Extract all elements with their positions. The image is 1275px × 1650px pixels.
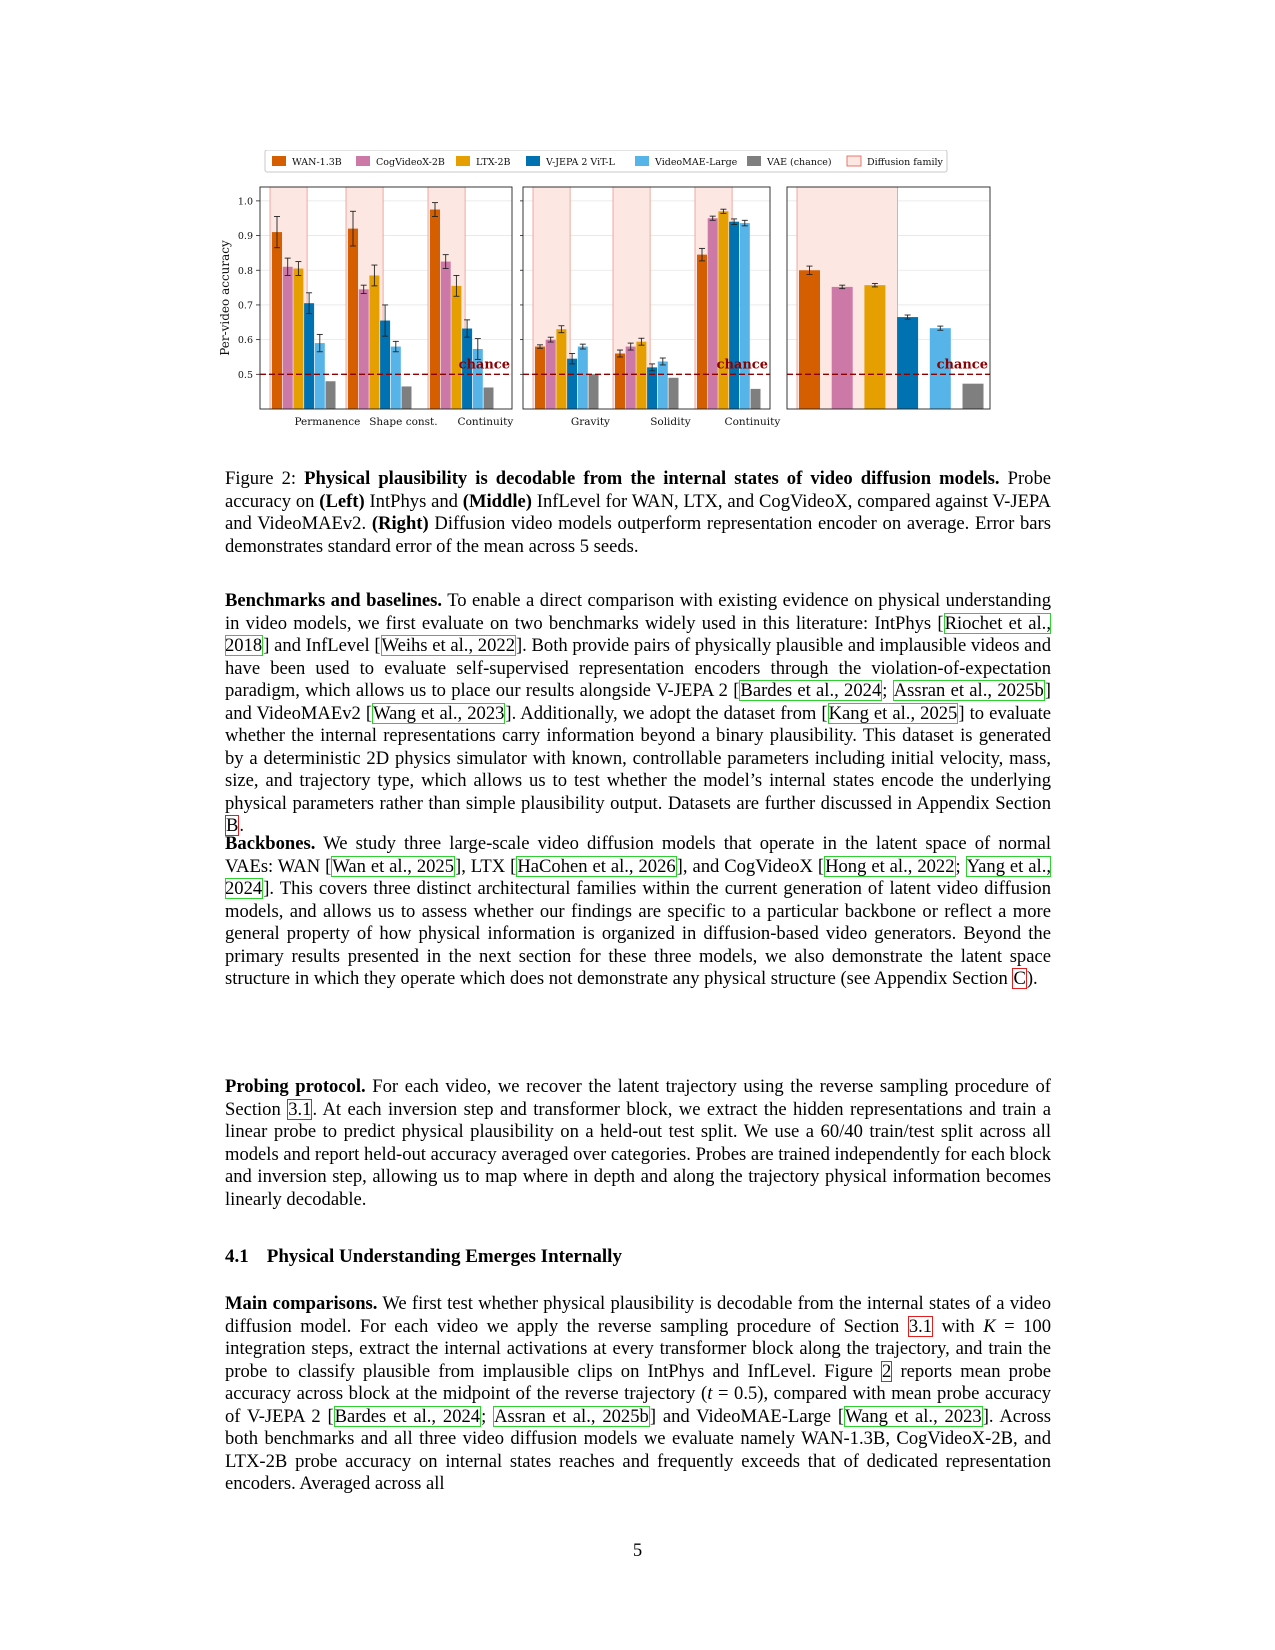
caption-text: Probe accuracy on bbox=[225, 468, 1051, 512]
category-label: Solidity bbox=[650, 416, 691, 428]
caption-label: Figure 2: bbox=[225, 468, 305, 489]
bar-vae-chance- bbox=[402, 386, 412, 409]
bar-vae-chance- bbox=[484, 387, 494, 409]
citation-link[interactable]: Bardes et al., 2024 bbox=[740, 680, 882, 701]
bar-videomae-large bbox=[740, 223, 750, 409]
y-tick-label: 0.8 bbox=[237, 265, 253, 277]
figure-caption bbox=[225, 468, 1051, 558]
math-variable: K bbox=[983, 1315, 996, 1337]
bar-ltx-2b bbox=[636, 342, 646, 409]
paragraph-probing bbox=[225, 1076, 1051, 1211]
y-tick-label: 0.9 bbox=[237, 231, 253, 243]
bar-ltx-2b bbox=[451, 286, 461, 409]
bar-cogvideox-2b bbox=[283, 267, 293, 409]
citation-link[interactable]: Wang et al., 2023 bbox=[845, 1405, 982, 1427]
text: ]. Both provide pairs of physically plausible and implausible videos and have been used to evaluate self-supervised representation encoders through the violation-of-expectation paradigm, which allows us to place our results alongside V-JEPA 2 [ bbox=[225, 635, 1051, 701]
citation-link[interactable]: Kang et al., 2025 bbox=[828, 702, 958, 724]
bar-videomae-large bbox=[315, 343, 325, 409]
citation-link[interactable]: Assran et al., 2025b bbox=[494, 1405, 649, 1427]
chance-label: chance bbox=[716, 357, 768, 373]
citation-link[interactable]: Hong et al., 2022 bbox=[825, 855, 955, 877]
chance-label: chance bbox=[458, 357, 510, 373]
appendix-link[interactable]: B bbox=[226, 815, 239, 836]
legend-label: Diffusion family bbox=[867, 157, 943, 168]
text: . bbox=[239, 815, 245, 836]
text: ] to evaluate whether the internal representations carry information beyond a binary plausibility. This dataset is generated by a deterministic 2D physics simulator with known, controllable parameters including initial velocity, mass, size, and trajectory type, which allows us to test whether the model’s internal states encode the underlying physical parameters rather than simple plausibility output. Datasets are further discussed in Appendix Section bbox=[225, 702, 1052, 814]
text: ; bbox=[955, 855, 966, 877]
bar-cogvideox-2b bbox=[832, 287, 853, 409]
bar-wan-1-3b bbox=[615, 354, 625, 410]
citation-link[interactable]: Wan et al., 2025 bbox=[332, 855, 454, 877]
caption-text: InfLevel for WAN, LTX, and CogVideoX, compared against V-JEPA and VideoMAEv2. bbox=[225, 490, 1051, 534]
legend-swatch bbox=[456, 156, 470, 166]
y-axis-label: Per-video accuracy bbox=[218, 240, 232, 356]
bar-wan-1-3b bbox=[799, 270, 820, 409]
bar-cogvideox-2b bbox=[359, 289, 369, 409]
bar-vae-chance- bbox=[963, 384, 984, 409]
caption-text: IntPhys and bbox=[364, 490, 463, 512]
section-heading bbox=[225, 1246, 622, 1268]
legend-swatch bbox=[847, 156, 861, 166]
legend-label: V-JEPA 2 ViT-L bbox=[546, 157, 615, 168]
bar-videomae-large bbox=[391, 347, 401, 409]
text: ], and CogVideoX [ bbox=[676, 855, 825, 877]
paragraph-backbones bbox=[225, 833, 1051, 991]
citation-link[interactable]: Weihs et al., 2022 bbox=[381, 635, 515, 656]
category-label: Shape const. bbox=[369, 416, 438, 428]
paragraph-benchmarks bbox=[225, 590, 1051, 838]
caption-middle: (Middle) bbox=[462, 490, 532, 512]
section-link[interactable]: 3.1 bbox=[288, 1098, 312, 1120]
text: ; bbox=[882, 680, 893, 701]
y-tick-label: 0.7 bbox=[237, 300, 253, 312]
text: = 0.5), compared with mean probe accuracy of V-JEPA 2 [ bbox=[225, 1383, 1051, 1427]
legend-label: WAN-1.3B bbox=[292, 157, 342, 168]
legend-label: CogVideoX-2B bbox=[376, 157, 445, 168]
text: = 100 integration steps, extract the internal activations at every transformer block along the trajectory, and train the probe to classify plausible from implausible clips on IntPhys and InfLevel. Figure bbox=[225, 1315, 1051, 1382]
bar-wan-1-3b bbox=[697, 255, 707, 409]
text: ]. This covers three distinct architectural families within the current generation of latent video diffusion models, and allows us to assess whether our findings are specific to a particular backbone or reflect a more general property of how physical information is organized in diffusion-based video generators. Beyond the primary results presented in the next section for these three models, we also demonstrate the latent space structure in which they operate which does not demonstrate any physical structure (see Appendix Section bbox=[225, 878, 1051, 989]
paragraph-main-comparisons bbox=[225, 1293, 1051, 1496]
legend-swatch bbox=[526, 156, 540, 166]
y-tick-label: 0.5 bbox=[237, 369, 253, 381]
category-label: Continuity bbox=[457, 416, 514, 428]
legend-swatch bbox=[272, 156, 286, 166]
category-label: Permanence bbox=[294, 416, 361, 428]
chance-label: chance bbox=[936, 357, 988, 373]
legend-swatch bbox=[356, 156, 370, 166]
bar-vae-chance- bbox=[669, 378, 679, 409]
caption-right: (Right) bbox=[371, 513, 429, 534]
legend-label: VideoMAE-Large bbox=[655, 157, 738, 168]
bar-vae-chance- bbox=[751, 389, 761, 409]
text: ; bbox=[481, 1405, 494, 1427]
text: reports mean probe accuracy across block at the midpoint of the reverse trajectory ( bbox=[225, 1360, 1051, 1404]
text: For each video, we recover the latent trajectory using the reverse sampling procedure of Section bbox=[225, 1076, 1051, 1120]
text: ]. Across both benchmarks and all three video diffusion models we evaluate namely WAN-1.3B, CogVideoX-2B, and LTX-2B probe accuracy on internal states reaches and frequently exceeds that of dedicated representation encoders. Averaged across all bbox=[225, 1405, 1051, 1494]
appendix-link[interactable]: C bbox=[1013, 968, 1026, 989]
paragraph-heading: Main comparisons. bbox=[225, 1293, 378, 1314]
bar-wan-1-3b bbox=[272, 232, 282, 409]
caption-title: Physical plausibility is decodable from the internal states of video diffusion models. bbox=[304, 468, 1000, 489]
citation-link[interactable]: Bardes et al., 2024 bbox=[334, 1405, 481, 1427]
bar-ltx-2b bbox=[293, 269, 303, 409]
citation-link[interactable]: HaCohen et al., 2026 bbox=[517, 855, 676, 877]
paragraph-heading: Probing protocol. bbox=[225, 1076, 366, 1097]
bar-cogvideox-2b bbox=[708, 218, 718, 409]
text: ] and VideoMAE-Large [ bbox=[649, 1405, 845, 1427]
bar-vae-chance- bbox=[589, 374, 599, 409]
caption-text: Diffusion video models outperform representation encoder on average. Error bars demonstrates standard error of the mean across 5 seeds. bbox=[225, 513, 1051, 557]
bar-vae-chance- bbox=[326, 381, 336, 409]
y-tick-label: 0.6 bbox=[237, 335, 253, 347]
bar-cogvideox-2b bbox=[626, 347, 636, 409]
legend-label: LTX-2B bbox=[476, 157, 511, 168]
y-tick-label: 1.0 bbox=[237, 196, 253, 208]
bar-cogvideox-2b bbox=[441, 262, 451, 409]
bar-v-jepa-2-vit-l bbox=[304, 303, 314, 409]
bar-wan-1-3b bbox=[348, 229, 358, 409]
category-label: Continuity bbox=[724, 416, 781, 428]
math-variable: t bbox=[707, 1383, 713, 1404]
bar-v-jepa-2-vit-l bbox=[897, 317, 918, 409]
bar-ltx-2b bbox=[718, 211, 728, 409]
category-label: Gravity bbox=[570, 416, 610, 428]
bar-wan-1-3b bbox=[535, 347, 545, 409]
citation-link[interactable]: Assran et al., 2025b bbox=[893, 680, 1044, 701]
text: To enable a direct comparison with existing evidence on physical understanding in video models, we first evaluate on two benchmarks widely used in this literature: IntPhys [ bbox=[225, 590, 1051, 634]
caption-left: (Left) bbox=[319, 490, 365, 512]
bar-v-jepa-2-vit-l bbox=[729, 222, 739, 409]
bar-ltx-2b bbox=[369, 275, 379, 409]
legend-swatch bbox=[635, 156, 649, 166]
text: ]. Additionally, we adopt the dataset from [ bbox=[505, 702, 828, 724]
citation-link[interactable]: Yang et al., 2024 bbox=[225, 855, 1051, 899]
text: ] and InfLevel [ bbox=[263, 635, 381, 656]
paragraph-heading: Backbones. bbox=[225, 833, 316, 854]
text: We study three large-scale video diffusion models that operate in the latent space of normal VAEs: WAN [ bbox=[225, 833, 1051, 877]
text: ). bbox=[1026, 968, 1038, 989]
bar-ltx-2b bbox=[556, 329, 566, 409]
bar-videomae-large bbox=[578, 347, 588, 409]
legend-label: VAE (chance) bbox=[767, 157, 832, 168]
section-number: 4.1 bbox=[225, 1246, 249, 1267]
figure-2 bbox=[215, 150, 1005, 460]
bar-wan-1-3b bbox=[430, 210, 440, 409]
text: We first test whether physical plausibility is decodable from the internal states of a video diffusion model. For each video we apply the reverse sampling procedure of Section bbox=[225, 1293, 1051, 1337]
bar-v-jepa-2-vit-l bbox=[567, 359, 577, 409]
citation-link[interactable]: Riochet et al., 2018 bbox=[225, 612, 1051, 656]
figure-2-chart bbox=[215, 150, 1005, 460]
text: . At each inversion step and transformer block, we extract the hidden representations and train a linear probe to predict physical plausibility on a held-out test split. We use a 60/40 train/test split across all models and report held-out accuracy averaged over categories. Probes are trained independently for each block and inversion step, allowing us to map where in depth and along the trajectory physical information becomes linearly decodable. bbox=[225, 1098, 1052, 1210]
text: ] and VideoMAEv2 [ bbox=[225, 680, 1051, 724]
text: with bbox=[933, 1315, 984, 1337]
figure-link[interactable]: 2 bbox=[882, 1360, 892, 1382]
bar-ltx-2b bbox=[864, 285, 885, 409]
paragraph-heading: Benchmarks and baselines. bbox=[225, 590, 443, 611]
section-title: Physical Understanding Emerges Internally bbox=[266, 1246, 622, 1267]
citation-link[interactable]: Wang et al., 2023 bbox=[373, 702, 505, 724]
section-link[interactable]: 3.1 bbox=[908, 1315, 933, 1337]
bar-videomae-large bbox=[658, 361, 668, 409]
legend-swatch bbox=[747, 156, 761, 166]
text: ], LTX [ bbox=[455, 855, 517, 877]
page-number: 5 bbox=[632, 1540, 643, 1561]
